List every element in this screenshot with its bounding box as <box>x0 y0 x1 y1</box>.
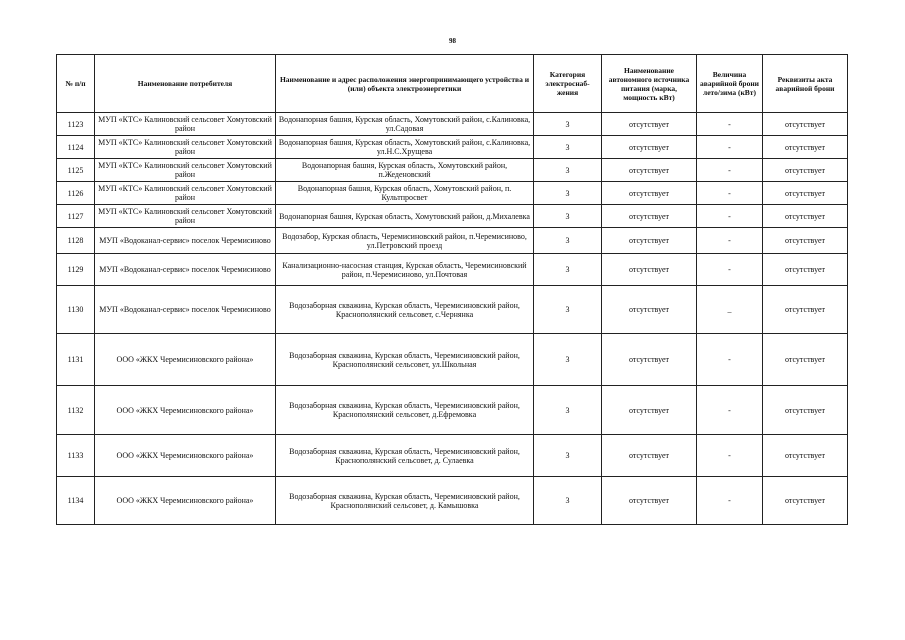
data-table <box>56 54 848 525</box>
cell-num: 1125 <box>57 159 95 182</box>
cell-source: отсутствует <box>602 254 697 286</box>
header-num: № п/п <box>57 55 95 113</box>
cell-consumer: МУП «Водоканал-сервис» поселок Черемисиново <box>95 254 276 286</box>
table-row <box>57 477 848 525</box>
cell-category: 3 <box>534 386 602 435</box>
cell-address: Водозаборная скважина, Курская область, Черемисиновский район, Краснополянский сельсовет, д. Камышовка <box>276 477 534 525</box>
cell-reserve: - <box>697 435 763 477</box>
cell-act: отсутствует <box>763 136 848 159</box>
cell-reserve: - <box>697 136 763 159</box>
table-row <box>57 205 848 228</box>
cell-source: отсутствует <box>602 334 697 386</box>
cell-act: отсутствует <box>763 435 848 477</box>
cell-source: отсутствует <box>602 435 697 477</box>
cell-address: Водонапорная башня, Курская область, Хомутовский район, д.Михалевка <box>276 205 534 228</box>
cell-address: Водонапорная башня, Курская область, Хомутовский район, п. Культпросвет <box>276 182 534 205</box>
cell-num: 1133 <box>57 435 95 477</box>
cell-address: Водонапорная башня, Курская область, Хомутовский район, п.Жеденовский <box>276 159 534 182</box>
header-address: Наименование и адрес расположения энергопринимающего устройства и (или) объекта электроэнергетики <box>276 55 534 113</box>
table-row <box>57 228 848 254</box>
cell-num: 1124 <box>57 136 95 159</box>
cell-source: отсутствует <box>602 228 697 254</box>
cell-address: Водозаборная скважина, Курская область, Черемисиновский район, Краснополянский сельсовет, ул.Школьная <box>276 334 534 386</box>
cell-num: 1126 <box>57 182 95 205</box>
cell-act: отсутствует <box>763 182 848 205</box>
cell-act: отсутствует <box>763 386 848 435</box>
cell-reserve: - <box>697 205 763 228</box>
table-row <box>57 386 848 435</box>
cell-reserve: - <box>697 159 763 182</box>
cell-category: 3 <box>534 136 602 159</box>
cell-category: 3 <box>534 435 602 477</box>
cell-num: 1123 <box>57 113 95 136</box>
header-category: Категория электроснаб-жения <box>534 55 602 113</box>
cell-address: Водозаборная скважина, Курская область, Черемисиновский район, Краснополянский сельсовет, с.Чернянка <box>276 286 534 334</box>
cell-act: отсутствует <box>763 205 848 228</box>
cell-act: отсутствует <box>763 159 848 182</box>
table-row <box>57 334 848 386</box>
cell-reserve: - <box>697 182 763 205</box>
cell-consumer: ООО «ЖКХ Черемисиновского района» <box>95 334 276 386</box>
cell-act: отсутствует <box>763 113 848 136</box>
table-body <box>57 113 848 525</box>
cell-source: отсутствует <box>602 286 697 334</box>
cell-num: 1127 <box>57 205 95 228</box>
cell-category: 3 <box>534 334 602 386</box>
cell-category: 3 <box>534 159 602 182</box>
cell-address: Водозаборная скважина, Курская область, Черемисиновский район, Краснополянский сельсовет, д.Ефремовка <box>276 386 534 435</box>
header-consumer: Наименование потребителя <box>95 55 276 113</box>
cell-consumer: ООО «ЖКХ Черемисиновского района» <box>95 477 276 525</box>
header-reserve: Величина аварийной брони лето/зима (кВт) <box>697 55 763 113</box>
cell-reserve: - <box>697 386 763 435</box>
table-row <box>57 254 848 286</box>
cell-num: 1131 <box>57 334 95 386</box>
cell-category: 3 <box>534 228 602 254</box>
cell-address: Водозаборная скважина, Курская область, Черемисиновский район, Краснополянский сельсовет, д. Сулаевка <box>276 435 534 477</box>
cell-consumer: МУП «Водоканал-сервис» поселок Черемисиново <box>95 228 276 254</box>
cell-category: 3 <box>534 477 602 525</box>
cell-address: Водонапорная башня, Курская область, Хомутовский район, с.Калиновка, ул.Садовая <box>276 113 534 136</box>
cell-consumer: МУП «КТС» Калиновский сельсовет Хомутовский район <box>95 205 276 228</box>
cell-num: 1132 <box>57 386 95 435</box>
cell-reserve: - <box>697 228 763 254</box>
cell-consumer: ООО «ЖКХ Черемисиновского района» <box>95 386 276 435</box>
cell-act: отсутствует <box>763 228 848 254</box>
cell-reserve: _ <box>697 286 763 334</box>
cell-consumer: ООО «ЖКХ Черемисиновского района» <box>95 435 276 477</box>
cell-category: 3 <box>534 113 602 136</box>
cell-consumer: МУП «КТС» Калиновский сельсовет Хомутовский район <box>95 159 276 182</box>
cell-num: 1130 <box>57 286 95 334</box>
cell-consumer: МУП «Водоканал-сервис» поселок Черемисиново <box>95 286 276 334</box>
cell-num: 1129 <box>57 254 95 286</box>
cell-consumer: МУП «КТС» Калиновский сельсовет Хомутовский район <box>95 182 276 205</box>
cell-num: 1128 <box>57 228 95 254</box>
cell-source: отсутствует <box>602 205 697 228</box>
cell-reserve: - <box>697 477 763 525</box>
cell-act: отсутствует <box>763 286 848 334</box>
cell-source: отсутствует <box>602 159 697 182</box>
cell-category: 3 <box>534 286 602 334</box>
header-act: Реквизиты акта аварийной брони <box>763 55 848 113</box>
table-row <box>57 136 848 159</box>
cell-address: Водозабор, Курская область, Черемисиновский район, п.Черемисиново, ул.Петровский проезд <box>276 228 534 254</box>
page-number: 98 <box>449 37 456 45</box>
cell-category: 3 <box>534 205 602 228</box>
cell-source: отсутствует <box>602 386 697 435</box>
cell-address: Водонапорная башня, Курская область, Хомутовский район, с.Калиновка, ул.Н.С.Хрущева <box>276 136 534 159</box>
cell-address: Канализационно-насосная станция, Курская область, Черемисиновский район, п.Черемисиново, ул.Почтовая <box>276 254 534 286</box>
cell-consumer: МУП «КТС» Калиновский сельсовет Хомутовский район <box>95 136 276 159</box>
cell-reserve: - <box>697 113 763 136</box>
table-row <box>57 159 848 182</box>
cell-act: отсутствует <box>763 334 848 386</box>
cell-source: отсутствует <box>602 477 697 525</box>
cell-source: отсутствует <box>602 113 697 136</box>
table-row <box>57 113 848 136</box>
cell-category: 3 <box>534 254 602 286</box>
cell-source: отсутствует <box>602 136 697 159</box>
cell-reserve: - <box>697 334 763 386</box>
cell-act: отсутствует <box>763 254 848 286</box>
table-row <box>57 286 848 334</box>
cell-reserve: - <box>697 254 763 286</box>
cell-source: отсутствует <box>602 182 697 205</box>
header-source: Наименование автономного источника питания (марка, мощность кВт) <box>602 55 697 113</box>
cell-num: 1134 <box>57 477 95 525</box>
table-row <box>57 182 848 205</box>
cell-consumer: МУП «КТС» Калиновский сельсовет Хомутовский район <box>95 113 276 136</box>
cell-category: 3 <box>534 182 602 205</box>
table-header-row <box>57 55 848 113</box>
table-row <box>57 435 848 477</box>
cell-act: отсутствует <box>763 477 848 525</box>
